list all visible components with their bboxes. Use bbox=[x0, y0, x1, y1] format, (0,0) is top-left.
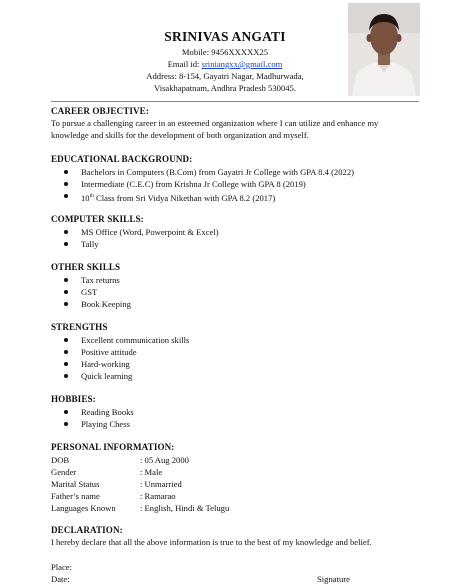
list-item bbox=[63, 190, 354, 204]
bullet-icon bbox=[64, 182, 68, 186]
other-skill-item: Tax returns bbox=[81, 275, 120, 285]
computer-skill-item: MS Office (Word, Powerpoint & Excel) bbox=[81, 227, 219, 237]
hobbies-list bbox=[63, 406, 134, 430]
bullet-icon bbox=[64, 422, 68, 426]
strength-item: Positive attitude bbox=[81, 347, 137, 357]
education-item-pre: 10 bbox=[81, 192, 90, 203]
table-row bbox=[51, 502, 229, 514]
resume-header bbox=[0, 0, 474, 100]
list-item bbox=[63, 286, 131, 298]
list-item bbox=[63, 370, 189, 382]
bullet-icon bbox=[64, 410, 68, 414]
list-item bbox=[63, 298, 131, 310]
email-label: Email id: bbox=[167, 59, 202, 69]
education-heading: EDUCATIONAL BACKGROUND: bbox=[51, 154, 193, 164]
info-value: : Unmarried bbox=[140, 479, 182, 489]
info-value: : Ramarao bbox=[140, 491, 176, 501]
list-item bbox=[63, 274, 131, 286]
computer-skills-list bbox=[63, 226, 219, 250]
education-item-post: Class from Sri Vidya Nikethan with GPA 8.2 (2017) bbox=[93, 192, 276, 203]
bullet-icon bbox=[64, 362, 68, 366]
list-item bbox=[63, 334, 189, 346]
career-objective-heading: CAREER OBJECTIVE: bbox=[51, 106, 149, 116]
career-objective-text bbox=[51, 118, 421, 141]
career-objective-line-2: knowledge and skills for the development of both organization and myself. bbox=[51, 129, 309, 140]
list-item bbox=[63, 418, 134, 430]
hobby-item: Reading Books bbox=[81, 407, 134, 417]
info-value: : 05 Aug 2000 bbox=[140, 455, 189, 465]
table-row bbox=[51, 490, 229, 502]
education-item-sup: th bbox=[89, 193, 94, 199]
personal-info-table bbox=[51, 454, 229, 514]
bullet-icon bbox=[64, 278, 68, 282]
mobile-number: Mobile: 9456XXXXX25 bbox=[181, 47, 269, 57]
place-label: Place: bbox=[51, 562, 72, 572]
education-item: Bachelors in Computers (B.Com) from Gayatri Jr College with GPA 8.4 (2022) bbox=[81, 167, 354, 177]
list-item bbox=[63, 238, 219, 250]
list-item bbox=[63, 346, 189, 358]
list-item bbox=[63, 226, 219, 238]
computer-skills-heading: COMPUTER SKILLS: bbox=[51, 214, 144, 224]
hobbies-heading: HOBBIES: bbox=[51, 394, 96, 404]
list-item bbox=[63, 178, 354, 190]
bullet-icon bbox=[64, 194, 68, 198]
bullet-icon bbox=[64, 338, 68, 342]
bullet-icon bbox=[64, 242, 68, 246]
table-row bbox=[51, 466, 229, 478]
date-label: Date: bbox=[51, 574, 70, 584]
info-value: : English, Hindi & Telugu bbox=[140, 503, 230, 513]
table-row bbox=[51, 454, 229, 466]
career-objective-line-1: To pursue a challenging career in an esteemed organization where I can utilize and enhance my bbox=[51, 118, 379, 128]
info-key: Gender bbox=[51, 467, 77, 477]
list-item bbox=[63, 166, 354, 178]
bullet-icon bbox=[64, 302, 68, 306]
bullet-icon bbox=[64, 350, 68, 354]
strengths-heading: STRENGTHS bbox=[51, 322, 108, 332]
bullet-icon bbox=[64, 170, 68, 174]
strength-item: Excellent communication skills bbox=[81, 335, 190, 345]
education-item: Intermediate (C.E.C) from Krishna Jr College with GPA 8 (2019) bbox=[81, 179, 306, 189]
list-item bbox=[63, 358, 189, 370]
info-key: Marital Status bbox=[51, 479, 100, 489]
computer-skill-item: Tally bbox=[81, 239, 99, 249]
header-divider bbox=[51, 101, 419, 102]
table-row bbox=[51, 478, 229, 490]
other-skills-list bbox=[63, 274, 131, 310]
declaration-text: I hereby declare that all the above information is true to the best of my knowledge and belief. bbox=[51, 537, 372, 547]
email-line bbox=[110, 58, 340, 70]
signature-label: Signature bbox=[317, 574, 350, 584]
profile-photo-image bbox=[348, 3, 420, 96]
info-value: : Male bbox=[140, 467, 163, 477]
email-link[interactable]: sriniangxx@gmail.com bbox=[201, 59, 283, 69]
bullet-icon bbox=[64, 230, 68, 234]
strengths-list bbox=[63, 334, 189, 382]
other-skill-item: GST bbox=[81, 287, 98, 297]
bullet-icon bbox=[64, 290, 68, 294]
profile-photo bbox=[348, 3, 420, 96]
list-item bbox=[63, 406, 134, 418]
bullet-icon bbox=[64, 374, 68, 378]
info-key: Languages Known bbox=[51, 503, 116, 513]
info-key: DOB bbox=[51, 455, 70, 465]
declaration-heading: DECLARATION: bbox=[51, 525, 123, 535]
address-line-1: Address: 8-154, Gayatri Nagar, Madhurwada, bbox=[146, 71, 304, 81]
education-list bbox=[63, 166, 354, 204]
other-skills-heading: OTHER SKILLS bbox=[51, 262, 121, 272]
hobby-item: Playing Chess bbox=[81, 419, 130, 429]
personal-info-heading: PERSONAL INFORMATION: bbox=[51, 442, 175, 452]
candidate-name: SRINIVAS ANGATI bbox=[164, 29, 286, 44]
info-key: Father’s name bbox=[51, 491, 100, 501]
strength-item: Quick learning bbox=[81, 371, 133, 381]
address-line-2: Visakhapatnam, Andhra Pradesh 530045. bbox=[154, 83, 296, 93]
other-skill-item: Book Keeping bbox=[81, 299, 131, 309]
strength-item: Hard-working bbox=[81, 359, 130, 369]
